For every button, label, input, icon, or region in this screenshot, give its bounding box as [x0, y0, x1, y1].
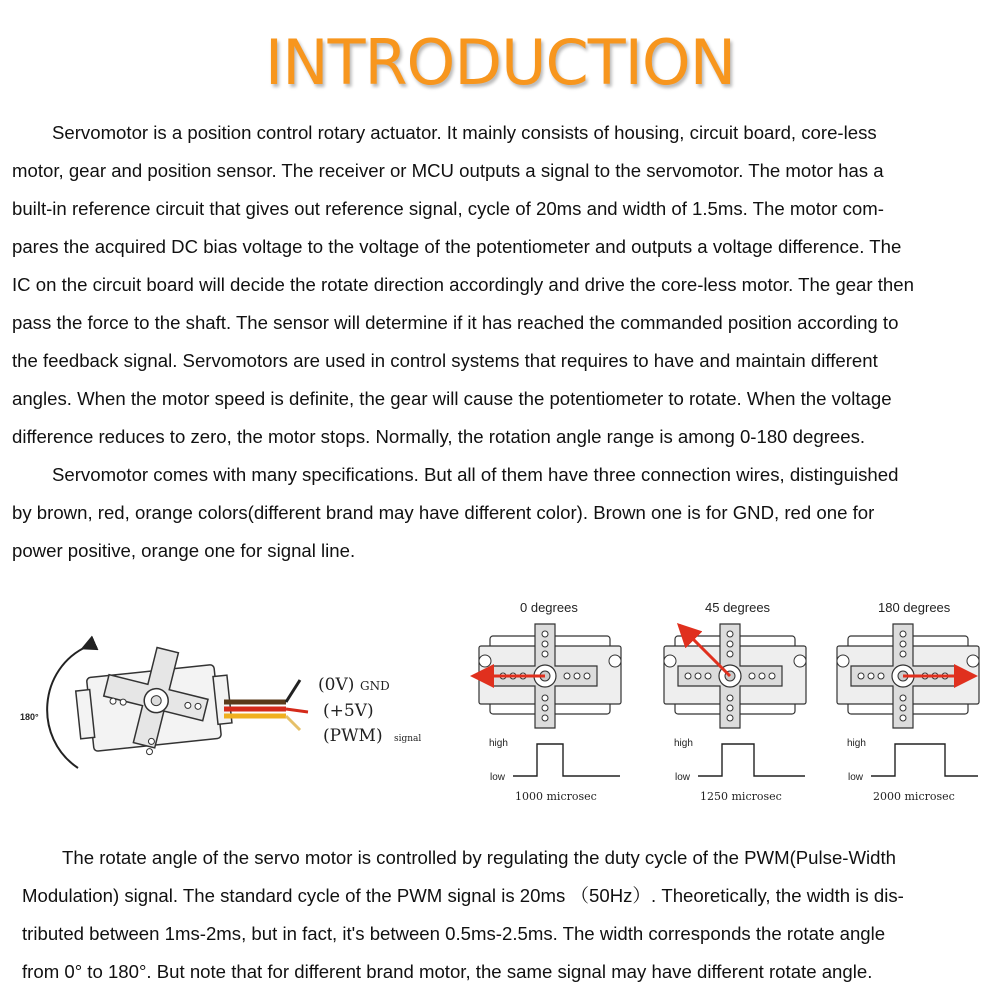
pulse-width-label: 1000 microsec [515, 790, 597, 803]
gnd-label: (0V) [318, 675, 355, 695]
servo-wiring-illustration [18, 628, 438, 778]
text-line: Servomotor is a position control rotary actuator. It mainly consists of housing, circuit board, core-less [52, 122, 877, 143]
text-line: pares the acquired DC bias voltage to the voltage of the potentiometer and outputs a voltage difference. The [12, 236, 902, 257]
gnd-lead [286, 680, 300, 702]
pwm-pulse [674, 738, 805, 803]
high-label: high [847, 738, 866, 749]
high-label: high [489, 738, 508, 749]
text-line: Servomotor comes with many specifications. But all of them have three connection wires, distinguished [52, 464, 899, 485]
signal-label: (PWM) [323, 726, 383, 746]
text-line: The rotate angle of the servo motor is controlled by regulating the duty cycle of the PWM(Pulse-Width [62, 847, 897, 868]
angle-label: 45 degrees [705, 600, 771, 615]
pwm-angle-diagram [455, 596, 990, 811]
pulse-width-label: 2000 microsec [873, 790, 955, 803]
page-title: INTRODUCTION [264, 26, 736, 99]
paragraph-connection-wires [12, 456, 987, 570]
text-line: power positive, orange one for signal line. [12, 540, 356, 561]
pwm-pulse [847, 738, 978, 803]
angle-label: 0 degrees [520, 600, 578, 615]
paragraph-servomotor-overview [12, 114, 987, 456]
low-label: low [675, 772, 691, 783]
signal-lead [286, 716, 300, 730]
text-line: by brown, red, orange colors(different brand may have different color). Brown one is for GND, red one for [12, 502, 875, 523]
signal-suffix: signal [394, 734, 422, 744]
text-line: the feedback signal. Servomotors are used in control systems that requires to have and maintain different [12, 350, 878, 371]
low-label: low [490, 772, 506, 783]
text-line: Modulation) signal. The standard cycle of the PWM signal is 20ms （50Hz）. Theoretically, the width is dis- [22, 885, 904, 906]
text-line: motor, gear and position sensor. The receiver or MCU outputs a signal to the servomotor. The motor has a [12, 160, 884, 181]
text-line: difference reduces to zero, the motor stops. Normally, the rotation angle range is among 0-180 degrees. [12, 426, 866, 447]
paragraph-pwm-control [22, 839, 987, 991]
high-label: high [674, 738, 693, 749]
pwm-angle-illustration [455, 596, 990, 811]
text-line: IC on the circuit board will decide the rotate direction accordingly and drive the core-less motor. The gear then [12, 274, 914, 295]
servo-0-icon [473, 600, 621, 728]
power-label: (+5V) [323, 701, 374, 721]
low-label: low [848, 772, 864, 783]
angle-label: 180 degrees [878, 600, 951, 615]
text-line: tributed between 1ms-2ms, but in fact, it's between 0.5ms-2.5ms. The width corresponds the rotate angle [22, 923, 886, 944]
servo-180-icon [837, 600, 979, 728]
text-line: angles. When the motor speed is definite, the gear will cause the potentiometer to rotate. When the voltage [12, 388, 892, 409]
text-line: built-in reference circuit that gives out reference signal, cycle of 20ms and width of 1.5ms. The motor com- [12, 198, 884, 219]
servo-body-icon [71, 628, 235, 769]
text-line: pass the force to the shaft. The sensor will determine if it has reached the commanded position according to [12, 312, 899, 333]
power-lead [286, 709, 308, 712]
rotation-label: 180° [20, 712, 39, 722]
text-line: from 0° to 180°. But note that for different brand motor, the same signal may have different rotate angle. [22, 961, 873, 982]
gnd-suffix: GND [360, 679, 390, 693]
pulse-width-label: 1250 microsec [700, 790, 782, 803]
servo-45-icon [626, 596, 834, 780]
servo-wiring-diagram [18, 628, 438, 778]
pwm-pulse [489, 738, 620, 803]
